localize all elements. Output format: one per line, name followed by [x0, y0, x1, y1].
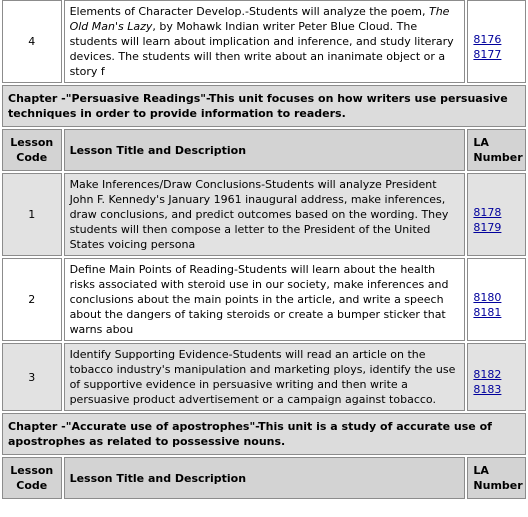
- lesson-row: [2, 173, 526, 256]
- la-number-link[interactable]: 8180: [473, 290, 502, 304]
- column-header-row: [2, 129, 526, 171]
- lesson-description: [64, 0, 466, 83]
- lesson-description-text: , by Mohawk Indian writer Peter Blue Cloud. The students will learn about implication and inference, and study literary devices. The students will then write about an inanimate object or a story f: [69, 20, 454, 78]
- column-header-row: [2, 457, 526, 499]
- la-number-link[interactable]: 8176: [473, 32, 502, 46]
- chapter-heading: Chapter -"Accurate use of apostrophes"-This unit is a study of accurate use of apostrophes as related to possessive nouns.: [2, 413, 526, 455]
- header-la-number: LA Number: [467, 129, 526, 171]
- header-lesson-code: Lesson Code: [2, 457, 62, 499]
- la-number-link[interactable]: 8177: [473, 47, 502, 61]
- lesson-code: 1: [2, 173, 62, 256]
- header-lesson-title: Lesson Title and Description: [64, 457, 466, 499]
- lesson-row: [2, 258, 526, 341]
- lesson-row: [2, 0, 526, 83]
- lesson-description: Make Inferences/Draw Conclusions-Students will analyze President John F. Kennedy's January 1961 inaugural address, make inferences, draw conclusions, and predict outcomes based on the wording. They students will then compose a letter to the President of the United States voicing persona: [64, 173, 466, 256]
- header-la-number: LA Number: [467, 457, 526, 499]
- lesson-description: Identify Supporting Evidence-Students will read an article on the tobacco industry's manipulation and marketing ploys, identify the use of supportive evidence in persuasive writing and then write a persuasive product advertisement or a campaign against tobacco.: [64, 343, 466, 411]
- la-number-link[interactable]: 8183: [473, 383, 502, 396]
- header-lesson-title: Lesson Title and Description: [64, 129, 466, 171]
- lesson-description-text: Elements of Character Develop.-Students will analyze the poem,: [69, 5, 429, 18]
- lesson-row: [2, 343, 526, 411]
- lesson-description: Define Main Points of Reading-Students will learn about the health risks associated with steroid use in our society, make inferences and conclusions about the main points in the article, and write a speech about the dangers of taking steroids or create a bumper sticker that warns abou: [64, 258, 466, 341]
- lesson-code: 4: [2, 0, 62, 83]
- la-number-link[interactable]: 8179: [473, 220, 502, 234]
- poem-title: The Old Man's Lazy: [69, 5, 450, 33]
- la-number-cell: [467, 173, 526, 256]
- lesson-code: 3: [2, 343, 62, 411]
- chapter-row: [2, 85, 526, 127]
- la-number-cell: [467, 258, 526, 341]
- header-lesson-code: Lesson Code: [2, 129, 62, 171]
- lesson-code: 2: [2, 258, 62, 341]
- la-number-link[interactable]: 8182: [473, 368, 502, 381]
- la-number-link[interactable]: 8178: [473, 205, 502, 219]
- chapter-row: [2, 413, 526, 455]
- chapter-heading: Chapter -"Persuasive Readings"-This unit focuses on how writers use persuasive techniques in order to provide information to readers.: [2, 85, 526, 127]
- la-number-cell: [467, 0, 526, 83]
- la-number-link[interactable]: 8181: [473, 305, 502, 319]
- la-number-cell: [467, 343, 526, 411]
